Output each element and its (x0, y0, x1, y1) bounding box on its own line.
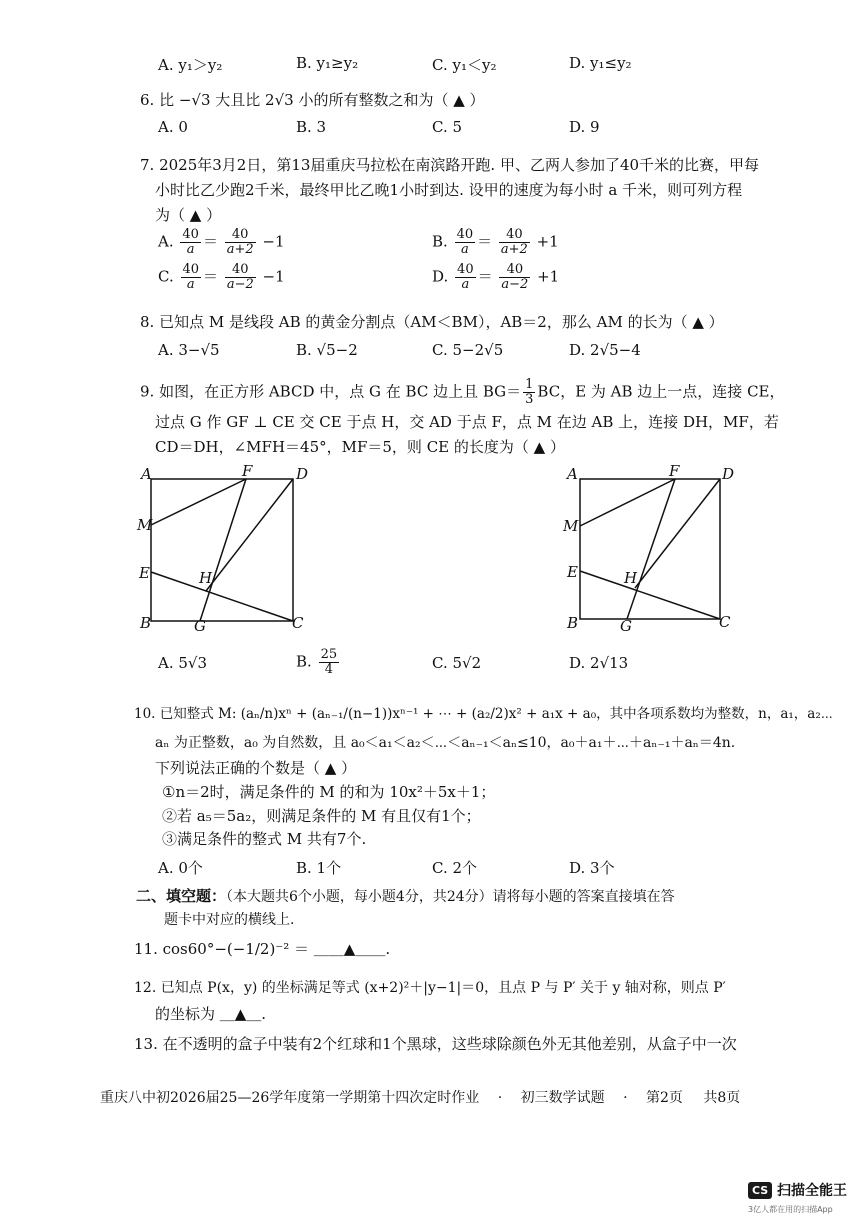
q9-line1: 9. 如图，在正方形 ABCD 中，点 G 在 BC 边上且 BG＝ $\frac{1}{3}$ BC，E 为 AB 边上一点，连接 CE， (140, 377, 785, 407)
square-abcd (151, 479, 293, 621)
q9-option-b: B. $\frac{25}{4}$ (296, 647, 338, 677)
page-footer: 重庆八中初2026届25—26学年度第一学期第十四次定时作业 · 初三数学试题 · 第2页 共8页 (100, 1090, 741, 1106)
fig1-label-b: B (140, 614, 152, 632)
q7-line1: 7. 2025年3月2日，第13届重庆马拉松在南滨路开跑. 甲、乙两人参加了40千米的比赛，甲每 (140, 156, 760, 174)
segment-mf (151, 479, 246, 525)
q8-option-a: A. 3−√5 (158, 341, 220, 359)
q7-line2: 小时比乙少跑2千米，最终甲比乙晚1小时到达. 设甲的速度为每小时 a 千米，则可列方程 (155, 181, 743, 199)
q8-stem: 8. 已知点 M 是线段 AB 的黄金分割点（AM＜BM），AB＝2，那么 AM 的长为（ ▲ ） (140, 313, 724, 331)
segment-dh (206, 479, 293, 591)
fig1-label-a: A (141, 465, 152, 483)
q8-option-c: C. 5−2√5 (432, 341, 504, 359)
q6-option-a: A. 0 (158, 118, 188, 136)
footer-total: 共8页 (703, 1090, 741, 1106)
segment-fg (200, 479, 246, 621)
q11-text: 11. cos60°−(−1/2)⁻² ＝ ＿＿▲＿＿. (134, 940, 391, 958)
camscanner-watermark (748, 1180, 858, 1215)
segment-dh (635, 479, 720, 588)
fig1-label-e: E (139, 564, 150, 582)
q9-line2: 过点 G 作 GF ⊥ CE 交 CE 于点 H，交 AD 于点 F，点 M 在边 AB 上，连接 DH，MF，若 (155, 413, 779, 431)
q12-line1: 12. 已知点 P(x，y) 的坐标满足等式 (x+2)²＋|y−1|＝0，且点 P 与 P′ 关于 y 轴对称，则点 P′ (134, 980, 726, 996)
q9-option-c: C. 5√2 (432, 654, 482, 672)
q10-option-a: A. 0个 (158, 859, 203, 877)
q7-line3: 为（ ▲ ） (155, 206, 222, 224)
q8-option-b: B. √5−2 (296, 341, 358, 359)
fig2-label-a: A (567, 465, 578, 483)
fig2-label-b: B (567, 614, 579, 632)
footer-page: 第2页 (645, 1090, 683, 1106)
q10-line2: aₙ 为正整数，a₀ 为自然数，且 a₀＜a₁＜a₂＜⋯＜aₙ₋₁＜aₙ≤10，a₀＋a₁＋⋯＋aₙ₋₁＋aₙ＝4n. (155, 735, 736, 751)
fig2-label-e: E (567, 563, 578, 581)
q6-option-c: C. 5 (432, 118, 463, 136)
watermark-brand: 扫描全能王 (776, 1183, 847, 1199)
fig2-label-h: H (624, 569, 638, 587)
q7-option-d: D. $\frac{40}{a}$ ＝ $\frac{40}{a-2}$ +1 (432, 262, 560, 292)
fig2-label-m: M (563, 517, 579, 535)
camscanner-logo-icon: CS (748, 1182, 772, 1199)
q10-line1: 10. 已知整式 M: (aₙ/n)xⁿ + (aₙ₋₁/(n−1))xⁿ⁻¹ + ⋯ + (a₂/2)x² + a₁x + a₀，其中各项系数均为整数，n，a₁，a₂⋯ (134, 706, 833, 722)
footer-subject: 初三数学试题 (520, 1090, 605, 1106)
fig2-label-f: F (669, 462, 680, 480)
q10-option-d: D. 3个 (569, 859, 615, 877)
fig2-label-c: C (719, 613, 731, 631)
q7-option-c: C. $\frac{40}{a}$ ＝ $\frac{40}{a-2}$ −1 (158, 262, 285, 292)
q10-line3: 下列说法正确的个数是（ ▲ ） (155, 759, 357, 777)
q10-option-b: B. 1个 (296, 859, 342, 877)
q10-statement-1: ①n＝2时，满足条件的 M 的和为 10x²＋5x＋1； (162, 783, 496, 801)
fig1-label-h: H (199, 569, 213, 587)
watermark-tagline: 3亿人都在用的扫描App (748, 1205, 833, 1214)
segment-ce (151, 572, 293, 621)
fig1-label-c: C (292, 614, 304, 632)
q8-option-d: D. 2√5−4 (569, 341, 641, 359)
q9-option-a: A. 5√3 (158, 654, 208, 672)
q7-option-b: B. $\frac{40}{a}$ ＝ $\frac{40}{a+2}$ +1 (432, 227, 559, 257)
footer-school: 重庆八中初2026届25—26学年度第一学期第十四次定时作业 (100, 1090, 480, 1106)
q9-option-d: D. 2√13 (569, 654, 629, 672)
fig1-label-g: G (194, 617, 206, 635)
q6-stem: 6. 比 −√3 大且比 2√3 小的所有整数之和为（ ▲ ） (140, 91, 485, 109)
q6-option-b: B. 3 (296, 118, 327, 136)
q10-statement-3: ③满足条件的整式 M 共有7个. (162, 830, 367, 848)
section2-header: 二、填空题：（本大题共6个小题，每小题4分，共24分）请将每小题的答案直接填在答 (136, 887, 675, 905)
fig2-label-d: D (722, 465, 735, 483)
fig1-label-m: M (137, 516, 153, 534)
q13-line1: 13. 在不透明的盒子中装有2个红球和1个黑球，这些球除颜色外无其他差别，从盒子中一次 (134, 1035, 737, 1053)
section2-desc2: 题卡中对应的横线上. (164, 912, 295, 928)
q12-line2: 的坐标为 ＿▲＿. (155, 1005, 267, 1023)
q10-option-c: C. 2个 (432, 859, 478, 877)
q9-line3: CD＝DH，∠MFH＝45°，MF＝5，则 CE 的长度为（ ▲ ） (155, 438, 565, 456)
q10-statement-2: ②若 a₅＝5a₂，则满足条件的 M 有且仅有1个； (162, 807, 481, 825)
q7-option-a: A. $\frac{40}{a}$ ＝ $\frac{40}{a+2}$ −1 (158, 227, 285, 257)
q5-option-d: D. y₁≤y₂ (569, 54, 632, 72)
segment-ce (580, 571, 720, 619)
q9-figure-left (130, 460, 320, 640)
q5-option-a: A. y₁＞y₂ (158, 56, 223, 74)
square-abcd (580, 479, 720, 619)
q6-option-d: D. 9 (569, 118, 600, 136)
q5-option-b: B. y₁≥y₂ (296, 54, 359, 72)
fig1-label-f: F (242, 462, 253, 480)
fig1-label-d: D (296, 465, 309, 483)
fig2-label-g: G (620, 617, 632, 635)
q5-option-c: C. y₁＜y₂ (432, 56, 497, 74)
